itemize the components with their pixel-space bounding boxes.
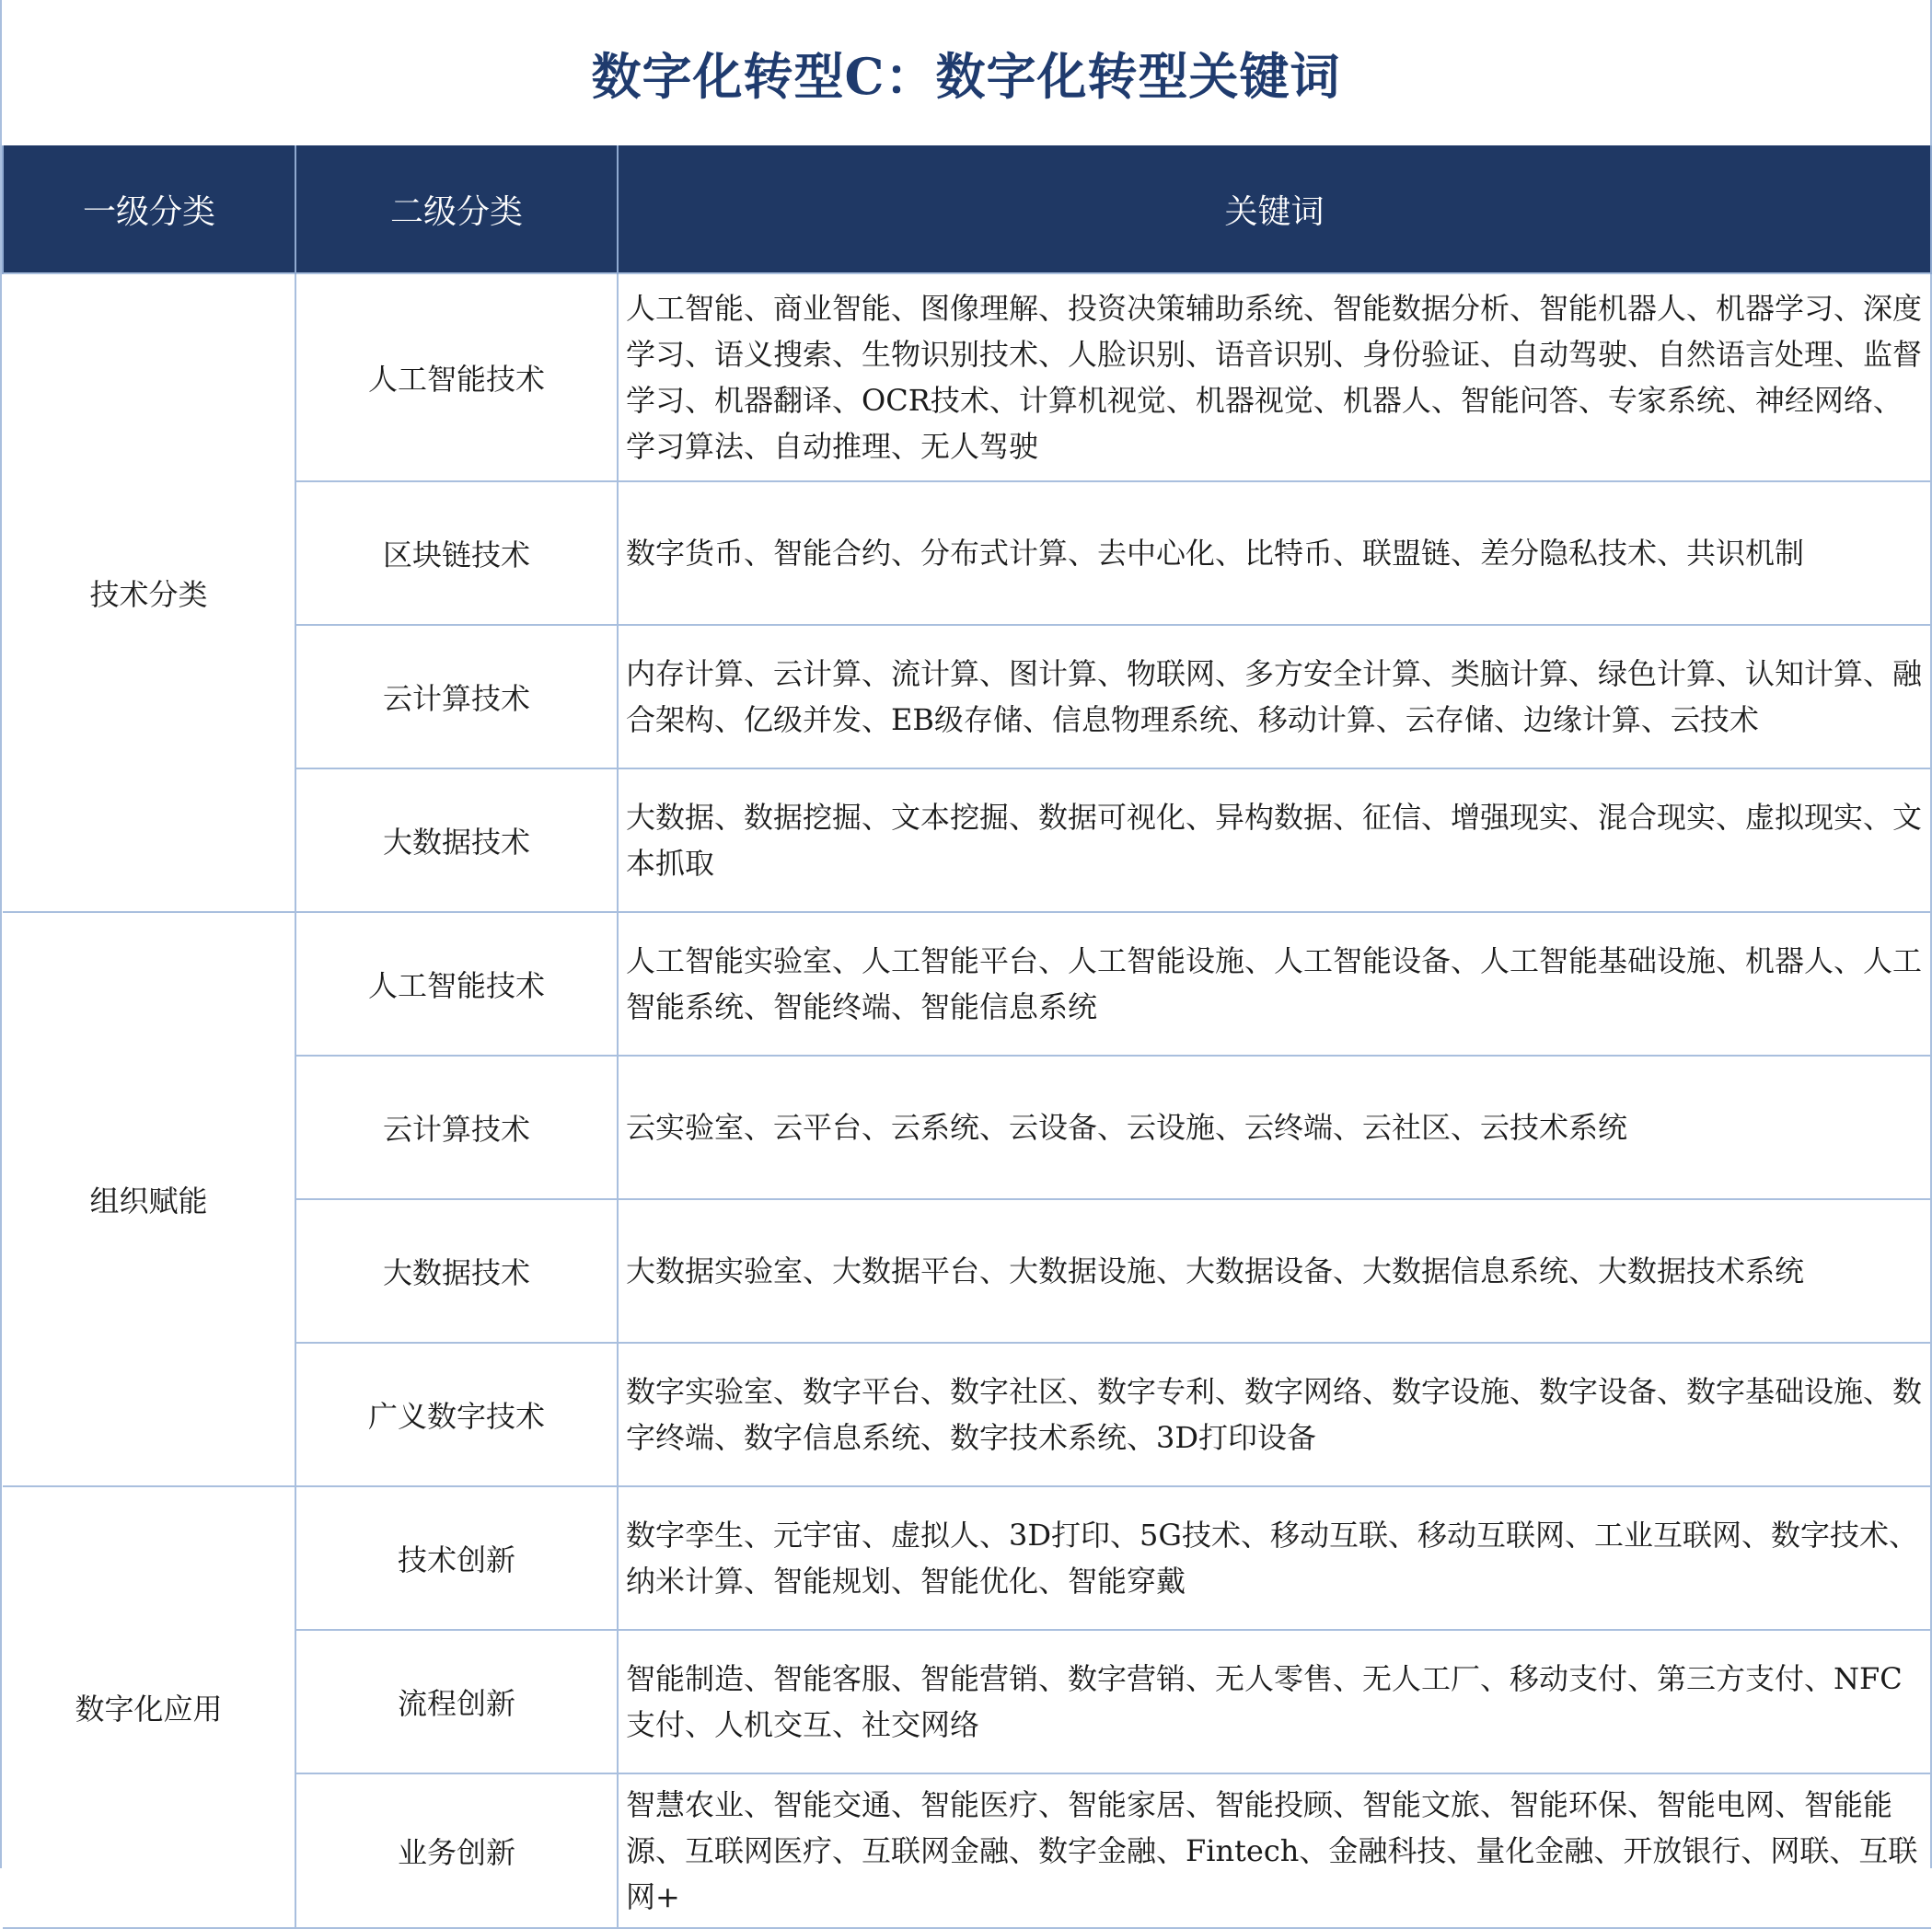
level2-cell: 业务创新 (295, 1773, 618, 1928)
level2-cell: 流程创新 (295, 1630, 618, 1773)
keywords-cell: 云实验室、云平台、云系统、云设备、云设施、云终端、云社区、云技术系统 (618, 1056, 1931, 1199)
keyword-table (2, 145, 1932, 1929)
keywords-cell: 大数据、数据挖掘、文本挖掘、数据可视化、异构数据、征信、增强现实、混合现实、虚拟现实、文本抓取 (618, 768, 1931, 912)
level1-cell: 数字化应用 (3, 1486, 295, 1928)
level2-cell: 人工智能技术 (295, 273, 618, 481)
level2-cell: 区块链技术 (295, 481, 618, 625)
keywords-cell: 智能制造、智能客服、智能营销、数字营销、无人零售、无人工厂、移动支付、第三方支付、NFC支付、人机交互、社交网络 (618, 1630, 1931, 1773)
level2-cell: 云计算技术 (295, 625, 618, 768)
page-title: 数字化转型C：数字化转型关键词 (591, 46, 1341, 106)
table-header-row (3, 145, 1931, 273)
level1-cell: 技术分类 (3, 273, 295, 912)
level2-cell: 大数据技术 (295, 768, 618, 912)
table-row (3, 273, 1931, 481)
header-level2: 二级分类 (295, 145, 618, 273)
level2-cell: 人工智能技术 (295, 912, 618, 1056)
keywords-cell: 数字孪生、元宇宙、虚拟人、3D打印、5G技术、移动互联、移动互联网、工业互联网、数字技术、纳米计算、智能规划、智能优化、智能穿戴 (618, 1486, 1931, 1630)
level2-cell: 广义数字技术 (295, 1343, 618, 1486)
level2-cell: 大数据技术 (295, 1199, 618, 1343)
header-keywords: 关键词 (618, 145, 1931, 273)
table-row (3, 912, 1931, 1056)
table-row (3, 1486, 1931, 1630)
keywords-cell: 数字实验室、数字平台、数字社区、数字专利、数字网络、数字设施、数字设备、数字基础设施、数字终端、数字信息系统、数字技术系统、3D打印设备 (618, 1343, 1931, 1486)
keywords-cell: 人工智能、商业智能、图像理解、投资决策辅助系统、智能数据分析、智能机器人、机器学习、深度学习、语义搜索、生物识别技术、人脸识别、语音识别、身份验证、自动驾驶、自然语言处理、监督学习、机器翻译、OCR技术、计算机视觉、机器视觉、机器人、智能问答、专家系统、神经网络、学习算法、自动推理、无人驾驶 (618, 273, 1931, 481)
keywords-cell: 智慧农业、智能交通、智能医疗、智能家居、智能投顾、智能文旅、智能环保、智能电网、智能能源、互联网医疗、互联网金融、数字金融、Fintech、金融科技、量化金融、开放银行、网联、互联网+ (618, 1773, 1931, 1928)
keywords-cell: 内存计算、云计算、流计算、图计算、物联网、多方安全计算、类脑计算、绿色计算、认知计算、融合架构、亿级并发、EB级存储、信息物理系统、移动计算、云存储、边缘计算、云技术 (618, 625, 1931, 768)
level2-cell: 云计算技术 (295, 1056, 618, 1199)
header-level1: 一级分类 (3, 145, 295, 273)
keywords-cell: 人工智能实验室、人工智能平台、人工智能设施、人工智能设备、人工智能基础设施、机器人、人工智能系统、智能终端、智能信息系统 (618, 912, 1931, 1056)
keywords-cell: 大数据实验室、大数据平台、大数据设施、大数据设备、大数据信息系统、大数据技术系统 (618, 1199, 1931, 1343)
level2-cell: 技术创新 (295, 1486, 618, 1630)
keywords-cell: 数字货币、智能合约、分布式计算、去中心化、比特币、联盟链、差分隐私技术、共识机制 (618, 481, 1931, 625)
level1-cell: 组织赋能 (3, 912, 295, 1486)
